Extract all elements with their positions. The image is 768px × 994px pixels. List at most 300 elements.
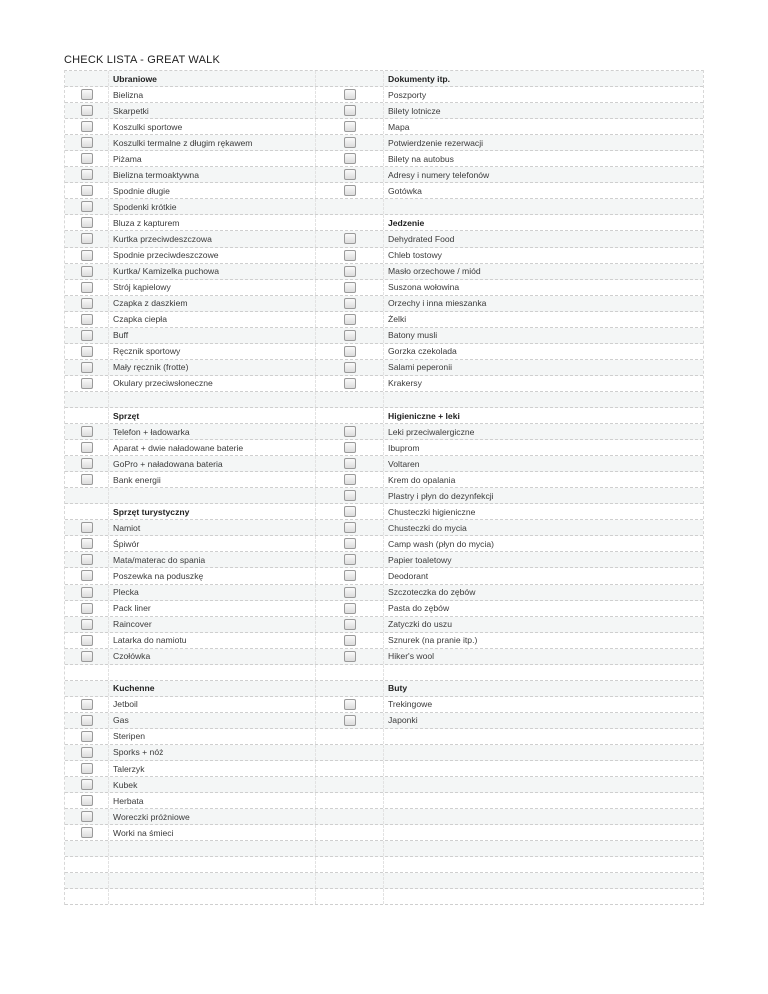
left-checkbox-cell: [65, 248, 109, 263]
right-checkbox-cell: [316, 119, 384, 134]
right-checkbox-cell: [316, 617, 384, 632]
left-checkbox-cell: [65, 376, 109, 391]
section-heading: Sprzęt: [109, 408, 316, 423]
table-row: [65, 392, 703, 408]
left-checkbox-cell: [65, 408, 109, 423]
item-label: Spodnie długie: [109, 183, 316, 198]
checkbox[interactable]: [344, 153, 356, 164]
right-checkbox-cell: [316, 793, 384, 808]
checkbox[interactable]: [81, 217, 93, 228]
item-label: [109, 841, 316, 856]
checkbox[interactable]: [344, 169, 356, 180]
table-row: [65, 408, 703, 424]
right-checkbox-cell: [316, 424, 384, 439]
right-checkbox-cell: [316, 761, 384, 776]
checkbox[interactable]: [344, 89, 356, 100]
checkbox[interactable]: [81, 169, 93, 180]
item-label: Aparat + dwie naładowane baterie: [109, 440, 316, 455]
table-row: [65, 633, 703, 649]
checkbox[interactable]: [344, 298, 356, 309]
item-label: Suszona wołowina: [388, 282, 460, 293]
table-row: [65, 681, 703, 697]
left-checkbox-cell: [65, 488, 109, 503]
item-label: Piżama: [109, 151, 316, 166]
checkbox[interactable]: [81, 121, 93, 132]
left-checkbox-cell: [65, 536, 109, 551]
item-label: Buff: [109, 328, 316, 343]
document-title: CHECK LISTA - GREAT WALK: [64, 54, 220, 66]
item-label: Skarpetki: [109, 103, 316, 118]
item-label: Potwierdzenie rezerwacji: [388, 137, 484, 148]
item-label: Zatyczki do uszu: [388, 619, 452, 630]
item-label: Bank energii: [109, 472, 316, 487]
item-label: Pack liner: [109, 601, 316, 616]
checkbox[interactable]: [344, 266, 356, 277]
item-label: [384, 809, 703, 824]
right-checkbox-cell: [316, 472, 384, 487]
item-label: Kurtka przeciwdeszczowa: [109, 231, 316, 246]
item-label: [384, 841, 703, 856]
checkbox[interactable]: [81, 346, 93, 357]
item-label: [384, 873, 703, 888]
section-heading: Buty: [388, 683, 408, 694]
right-checkbox-cell: [316, 344, 384, 359]
item-label: [109, 873, 316, 888]
right-checkbox-cell: [316, 520, 384, 535]
checkbox[interactable]: [81, 811, 93, 822]
item-label: Camp wash (płyn do mycia): [388, 538, 495, 549]
left-checkbox-cell: [65, 745, 109, 760]
item-label: [109, 488, 316, 503]
table-row: [65, 793, 703, 809]
item-label: Chleb tostowy: [388, 250, 442, 261]
left-checkbox-cell: [65, 601, 109, 616]
checkbox[interactable]: [344, 314, 356, 325]
right-checkbox-cell: [316, 376, 384, 391]
table-row: [65, 777, 703, 793]
checkbox[interactable]: [81, 153, 93, 164]
left-checkbox-cell: [65, 665, 109, 680]
right-checkbox-cell: [316, 296, 384, 311]
left-checkbox-cell: [65, 440, 109, 455]
table-row: [65, 248, 703, 264]
item-label: Okulary przeciwsłoneczne: [109, 376, 316, 391]
table-row: [65, 665, 703, 681]
left-checkbox-cell: [65, 504, 109, 519]
left-checkbox-cell: [65, 649, 109, 664]
table-row: [65, 889, 703, 905]
checkbox[interactable]: [81, 266, 93, 277]
left-checkbox-cell: [65, 456, 109, 471]
checkbox[interactable]: [81, 137, 93, 148]
checkbox[interactable]: [344, 587, 356, 598]
checkbox[interactable]: [81, 522, 93, 533]
checkbox[interactable]: [344, 538, 356, 549]
table-row: [65, 312, 703, 328]
table-row: [65, 697, 703, 713]
checkbox[interactable]: [81, 105, 93, 116]
checkbox[interactable]: [81, 185, 93, 196]
item-label: Bluza z kapturem: [109, 215, 316, 230]
item-label: Bilety na autobus: [388, 153, 454, 164]
left-checkbox-cell: [65, 617, 109, 632]
checkbox[interactable]: [344, 635, 356, 646]
item-label: Japonki: [388, 715, 418, 726]
item-label: [109, 392, 316, 407]
item-label: Jetboil: [109, 697, 316, 712]
table-row: [65, 585, 703, 601]
item-label: Raincover: [109, 617, 316, 632]
left-checkbox-cell: [65, 344, 109, 359]
item-label: Sporks + nóż: [109, 745, 316, 760]
table-row: [65, 520, 703, 536]
item-label: Pasta do zębów: [388, 603, 450, 614]
checkbox[interactable]: [81, 603, 93, 614]
right-checkbox-cell: [316, 488, 384, 503]
item-label: Talerzyk: [109, 761, 316, 776]
table-row: [65, 135, 703, 151]
table-row: [65, 280, 703, 296]
item-label: Adresy i numery telefonów: [388, 169, 490, 180]
item-label: Gas: [109, 713, 316, 728]
left-checkbox-cell: [65, 809, 109, 824]
left-checkbox-cell: [65, 697, 109, 712]
checkbox[interactable]: [344, 570, 356, 581]
checkbox[interactable]: [81, 619, 93, 630]
item-label: [384, 889, 703, 904]
table-row: [65, 296, 703, 312]
left-checkbox-cell: [65, 328, 109, 343]
item-label: Mata/materac do spania: [109, 552, 316, 567]
checkbox[interactable]: [81, 233, 93, 244]
right-checkbox-cell: [316, 568, 384, 583]
left-checkbox-cell: [65, 312, 109, 327]
left-checkbox-cell: [65, 857, 109, 872]
checkbox[interactable]: [81, 474, 93, 485]
left-checkbox-cell: [65, 585, 109, 600]
item-label: Trekingowe: [388, 699, 433, 710]
checkbox[interactable]: [81, 699, 93, 710]
left-checkbox-cell: [65, 520, 109, 535]
left-checkbox-cell: [65, 360, 109, 375]
left-checkbox-cell: [65, 215, 109, 230]
right-checkbox-cell: [316, 167, 384, 182]
checkbox[interactable]: [81, 89, 93, 100]
item-label: Szczoteczka do zębów: [388, 587, 476, 598]
item-label: Bielizna: [109, 87, 316, 102]
section-heading: Jedzenie: [388, 217, 425, 228]
item-label: Kurtka/ Kamizelka puchowa: [109, 264, 316, 279]
item-label: Kubek: [109, 777, 316, 792]
table-row: [65, 504, 703, 520]
table-row: [65, 601, 703, 617]
checkbox[interactable]: [81, 538, 93, 549]
item-label: [384, 857, 703, 872]
checkbox[interactable]: [81, 715, 93, 726]
item-label: Krakersy: [388, 378, 422, 389]
left-checkbox-cell: [65, 761, 109, 776]
item-label: Koszulki sportowe: [109, 119, 316, 134]
right-checkbox-cell: [316, 809, 384, 824]
right-checkbox-cell: [316, 873, 384, 888]
table-row: [65, 167, 703, 183]
left-checkbox-cell: [65, 87, 109, 102]
checkbox[interactable]: [344, 474, 356, 485]
item-label: [384, 729, 703, 744]
checkbox[interactable]: [344, 619, 356, 630]
checkbox[interactable]: [81, 282, 93, 293]
table-row: [65, 231, 703, 247]
right-checkbox-cell: [316, 87, 384, 102]
item-label: Latarka do namiotu: [109, 633, 316, 648]
checkbox[interactable]: [81, 362, 93, 373]
left-checkbox-cell: [65, 183, 109, 198]
checklist-table: [64, 70, 704, 905]
right-checkbox-cell: [316, 536, 384, 551]
checkbox[interactable]: [344, 330, 356, 341]
item-label: Koszulki termalne z długim rękawem: [109, 135, 316, 150]
left-checkbox-cell: [65, 568, 109, 583]
item-label: Mapa: [388, 121, 410, 132]
item-label: Poszporty: [388, 89, 427, 100]
table-row: [65, 825, 703, 841]
left-checkbox-cell: [65, 167, 109, 182]
item-label: Worki na śmieci: [109, 825, 316, 840]
item-label: Telefon + ładowarka: [109, 424, 316, 439]
item-label: Bilety lotnicze: [388, 105, 441, 116]
checkbox[interactable]: [81, 779, 93, 790]
table-row: [65, 151, 703, 167]
checkbox[interactable]: [344, 378, 356, 389]
right-checkbox-cell: [316, 151, 384, 166]
left-checkbox-cell: [65, 103, 109, 118]
item-label: Sznurek (na pranie itp.): [388, 635, 478, 646]
item-label: Batony musli: [388, 330, 438, 341]
table-row: [65, 376, 703, 392]
checkbox[interactable]: [81, 635, 93, 646]
table-row: [65, 713, 703, 729]
checkbox[interactable]: [344, 282, 356, 293]
item-label: Deodorant: [388, 570, 429, 581]
table-row: [65, 71, 703, 87]
right-checkbox-cell: [316, 504, 384, 519]
item-label: [384, 777, 703, 792]
checkbox[interactable]: [81, 554, 93, 565]
item-label: Plecka: [109, 585, 316, 600]
left-checkbox-cell: [65, 472, 109, 487]
item-label: [109, 665, 316, 680]
item-label: Hiker's wool: [388, 651, 435, 662]
right-checkbox-cell: [316, 681, 384, 696]
table-row: [65, 809, 703, 825]
item-label: Krem do opalania: [388, 474, 456, 485]
right-checkbox-cell: [316, 328, 384, 343]
right-checkbox-cell: [316, 585, 384, 600]
checkbox[interactable]: [81, 458, 93, 469]
checkbox[interactable]: [81, 587, 93, 598]
table-row: [65, 841, 703, 857]
checkbox[interactable]: [344, 522, 356, 533]
table-row: [65, 729, 703, 745]
checkbox[interactable]: [81, 298, 93, 309]
item-label: [384, 665, 703, 680]
item-label: [384, 761, 703, 776]
item-label: Mały ręcznik (frotte): [109, 360, 316, 375]
right-checkbox-cell: [316, 825, 384, 840]
checkbox[interactable]: [344, 458, 356, 469]
left-checkbox-cell: [65, 681, 109, 696]
item-label: Czapka z daszkiem: [109, 296, 316, 311]
checkbox[interactable]: [81, 330, 93, 341]
checkbox[interactable]: [81, 827, 93, 838]
item-label: Masło orzechowe / miód: [388, 266, 481, 277]
item-label: Spodenki krótkie: [109, 199, 316, 214]
table-row: [65, 873, 703, 889]
item-label: Steripen: [109, 729, 316, 744]
checkbox[interactable]: [344, 426, 356, 437]
table-row: [65, 424, 703, 440]
item-label: Śpiwór: [109, 536, 316, 551]
right-checkbox-cell: [316, 231, 384, 246]
checkbox[interactable]: [81, 731, 93, 742]
right-checkbox-cell: [316, 103, 384, 118]
table-row: [65, 199, 703, 215]
item-label: Leki przeciwalergiczne: [388, 426, 475, 437]
item-label: Spodnie przeciwdeszczowe: [109, 248, 316, 263]
left-checkbox-cell: [65, 264, 109, 279]
item-label: [109, 889, 316, 904]
right-checkbox-cell: [316, 841, 384, 856]
checkbox[interactable]: [344, 506, 356, 517]
left-checkbox-cell: [65, 777, 109, 792]
item-label: Gotówka: [388, 185, 422, 196]
right-checkbox-cell: [316, 135, 384, 150]
checkbox[interactable]: [344, 250, 356, 261]
right-checkbox-cell: [316, 215, 384, 230]
checkbox[interactable]: [81, 378, 93, 389]
table-row: [65, 360, 703, 376]
checkbox[interactable]: [344, 137, 356, 148]
checkbox[interactable]: [344, 715, 356, 726]
right-checkbox-cell: [316, 857, 384, 872]
checkbox[interactable]: [81, 747, 93, 758]
table-row: [65, 215, 703, 231]
left-checkbox-cell: [65, 825, 109, 840]
item-label: Orzechy i inna mieszanka: [388, 298, 487, 309]
table-row: [65, 649, 703, 665]
right-checkbox-cell: [316, 745, 384, 760]
right-checkbox-cell: [316, 649, 384, 664]
item-label: [384, 793, 703, 808]
left-checkbox-cell: [65, 633, 109, 648]
left-checkbox-cell: [65, 841, 109, 856]
item-label: Namiot: [109, 520, 316, 535]
left-checkbox-cell: [65, 873, 109, 888]
right-checkbox-cell: [316, 183, 384, 198]
item-label: Ręcznik sportowy: [109, 344, 316, 359]
left-checkbox-cell: [65, 199, 109, 214]
right-checkbox-cell: [316, 408, 384, 423]
left-checkbox-cell: [65, 889, 109, 904]
item-label: Herbata: [109, 793, 316, 808]
right-checkbox-cell: [316, 713, 384, 728]
left-checkbox-cell: [65, 280, 109, 295]
left-checkbox-cell: [65, 729, 109, 744]
checkbox[interactable]: [344, 490, 356, 501]
checkbox[interactable]: [344, 121, 356, 132]
section-heading: Sprzęt turystyczny: [109, 504, 316, 519]
item-label: [109, 857, 316, 872]
right-checkbox-cell: [316, 633, 384, 648]
checkbox[interactable]: [344, 233, 356, 244]
checkbox[interactable]: [81, 651, 93, 662]
item-label: Czołówka: [109, 649, 316, 664]
checkbox[interactable]: [81, 795, 93, 806]
table-row: [65, 344, 703, 360]
checkbox[interactable]: [81, 570, 93, 581]
checkbox[interactable]: [344, 185, 356, 196]
item-label: [384, 199, 703, 214]
section-heading: Kuchenne: [109, 681, 316, 696]
right-checkbox-cell: [316, 392, 384, 407]
item-label: Plastry i płyn do dezynfekcji: [388, 490, 494, 501]
table-row: [65, 87, 703, 103]
right-checkbox-cell: [316, 360, 384, 375]
checkbox[interactable]: [344, 442, 356, 453]
table-row: [65, 552, 703, 568]
checkbox[interactable]: [344, 105, 356, 116]
left-checkbox-cell: [65, 392, 109, 407]
checkbox[interactable]: [81, 314, 93, 325]
right-checkbox-cell: [316, 889, 384, 904]
right-checkbox-cell: [316, 665, 384, 680]
item-label: Żelki: [388, 314, 407, 325]
checkbox[interactable]: [81, 763, 93, 774]
item-label: GoPro + naładowana bateria: [109, 456, 316, 471]
item-label: Czapka ciepła: [109, 312, 316, 327]
checkbox[interactable]: [81, 250, 93, 261]
right-checkbox-cell: [316, 280, 384, 295]
checkbox[interactable]: [344, 554, 356, 565]
section-heading: Dokumenty itp.: [388, 73, 451, 84]
table-row: [65, 472, 703, 488]
checkbox[interactable]: [344, 699, 356, 710]
right-checkbox-cell: [316, 456, 384, 471]
checkbox[interactable]: [81, 426, 93, 437]
section-heading: Higieniczne + leki: [388, 410, 460, 421]
item-label: Salami peperonii: [388, 362, 453, 373]
checkbox[interactable]: [81, 201, 93, 212]
left-checkbox-cell: [65, 151, 109, 166]
right-checkbox-cell: [316, 199, 384, 214]
checkbox[interactable]: [344, 362, 356, 373]
left-checkbox-cell: [65, 231, 109, 246]
item-label: Woreczki próżniowe: [109, 809, 316, 824]
checkbox[interactable]: [81, 442, 93, 453]
right-checkbox-cell: [316, 601, 384, 616]
left-checkbox-cell: [65, 552, 109, 567]
left-checkbox-cell: [65, 713, 109, 728]
table-row: [65, 328, 703, 344]
checkbox[interactable]: [344, 651, 356, 662]
checkbox[interactable]: [344, 346, 356, 357]
table-row: [65, 440, 703, 456]
table-row: [65, 264, 703, 280]
item-label: Poszewka na poduszkę: [109, 568, 316, 583]
right-checkbox-cell: [316, 697, 384, 712]
checkbox[interactable]: [344, 603, 356, 614]
table-row: [65, 617, 703, 633]
